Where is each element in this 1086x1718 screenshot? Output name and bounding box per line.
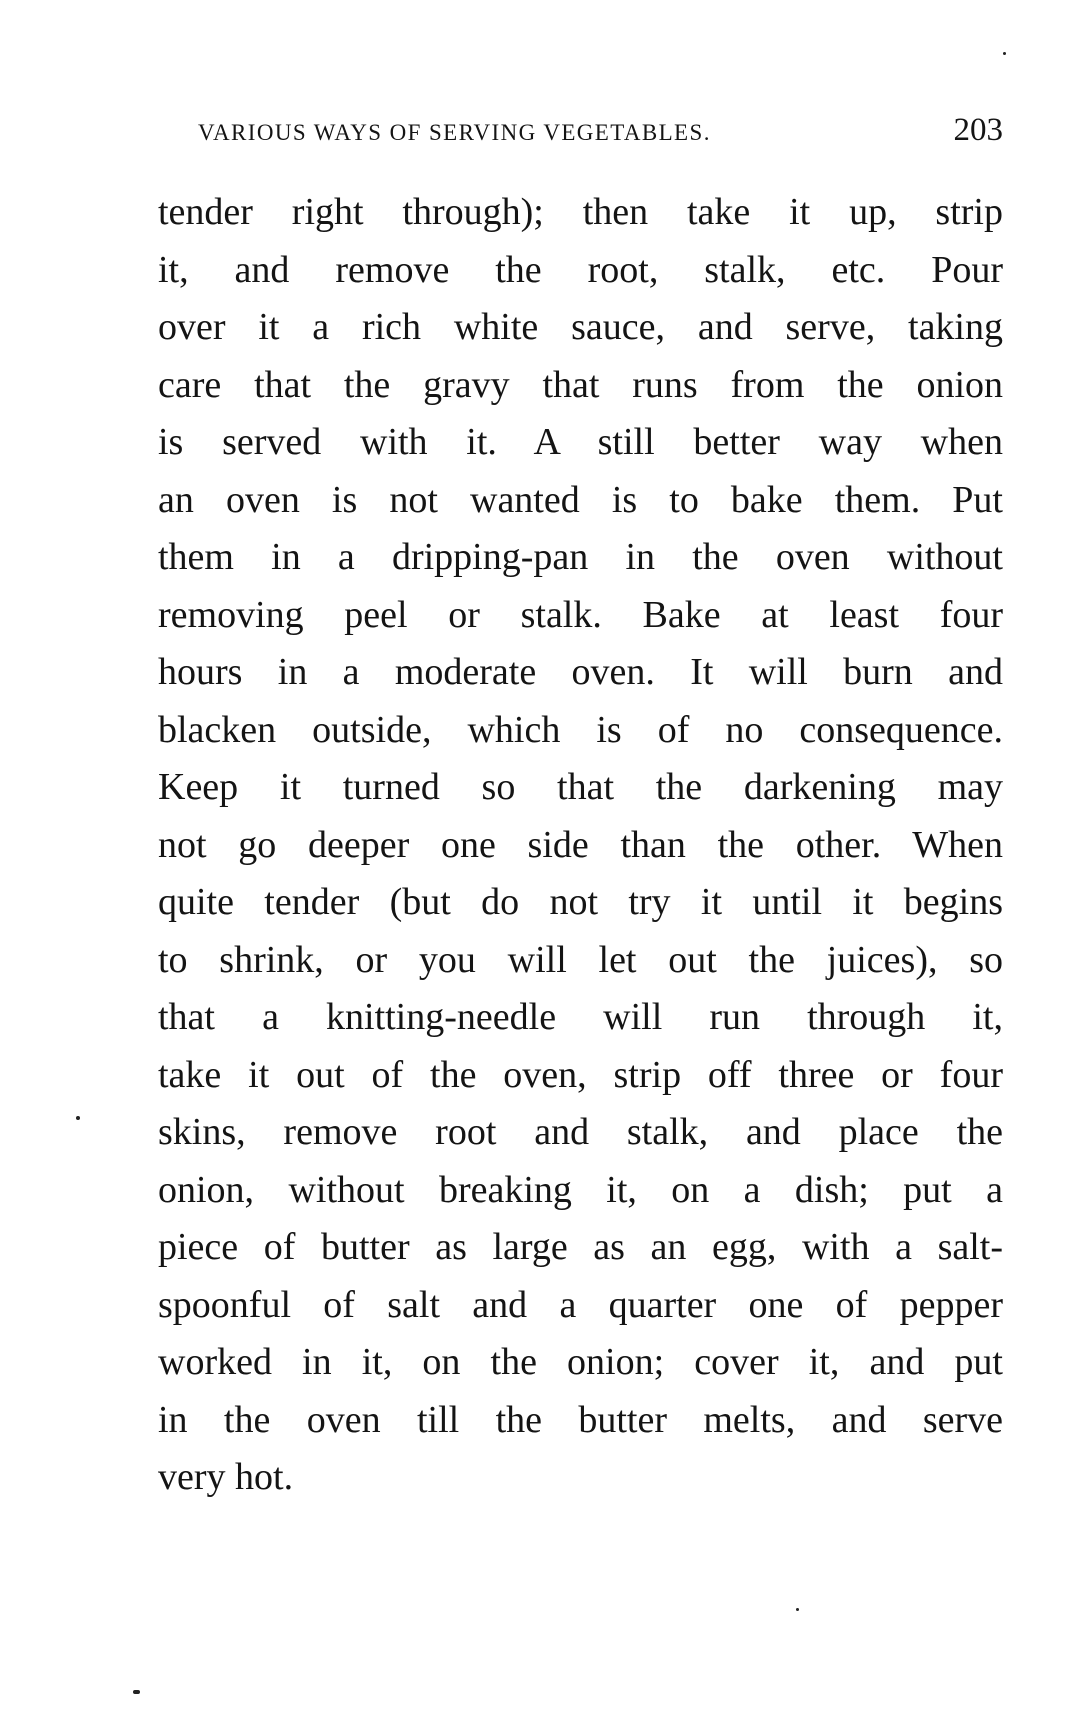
scan-speck xyxy=(133,1690,140,1694)
text-line: worked in it, on the onion; cover it, and put xyxy=(158,1341,1003,1383)
running-title: VARIOUS WAYS OF SERVING VEGETABLES. xyxy=(198,120,711,145)
running-head xyxy=(158,112,1003,152)
text-line: take it out of the oven, strip off three or four xyxy=(158,1053,1003,1096)
text-line: it, and remove the root, stalk, etc. Pour xyxy=(158,248,1003,291)
text-line: an oven is not wanted is to bake them. Put xyxy=(158,478,1003,521)
body-text xyxy=(158,184,1003,1507)
text-line: tender right through); then take it up, strip xyxy=(158,191,1003,233)
text-line: blacken outside, which is of no consequence. xyxy=(158,708,1003,751)
page-number: 203 xyxy=(953,112,1003,148)
text-line: in the oven till the butter melts, and serve xyxy=(158,1398,1003,1441)
text-line: that a knitting-needle will run through it, xyxy=(158,996,1003,1038)
text-line: quite tender (but do not try it until it begins xyxy=(158,881,1003,923)
text-line: piece of butter as large as an egg, with a salt- xyxy=(158,1226,1003,1268)
scan-speck xyxy=(1003,52,1006,55)
text-line: skins, remove root and stalk, and place the xyxy=(158,1111,1003,1153)
text-line: over it a rich white sauce, and serve, taking xyxy=(158,306,1003,348)
text-line: care that the gravy that runs from the onion xyxy=(158,363,1003,406)
scan-speck xyxy=(796,1608,799,1611)
text-line: spoonful of salt and a quarter one of pepper xyxy=(158,1283,1003,1326)
scan-speck xyxy=(76,1116,80,1120)
text-line: hours in a moderate oven. It will burn and xyxy=(158,651,1003,693)
text-line: is served with it. A still better way when xyxy=(158,421,1003,463)
text-line: onion, without breaking it, on a dish; put a xyxy=(158,1168,1003,1211)
text-line: very hot. xyxy=(158,1456,294,1498)
text-line: Keep it turned so that the darkening may xyxy=(158,766,1003,808)
text-line: removing peel or stalk. Bake at least four xyxy=(158,593,1003,636)
text-line: to shrink, or you will let out the juices), so xyxy=(158,938,1003,981)
text-line: them in a dripping-pan in the oven without xyxy=(158,536,1003,578)
text-line: not go deeper one side than the other. When xyxy=(158,823,1003,866)
